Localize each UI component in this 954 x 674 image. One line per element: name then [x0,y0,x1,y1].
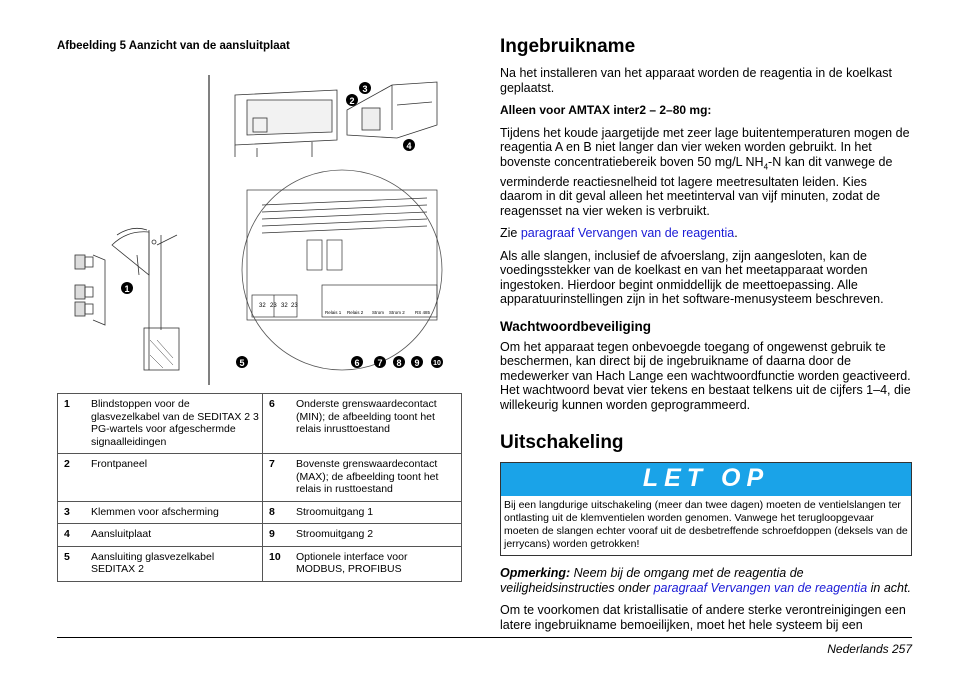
warning-box [500,462,912,556]
legend-number: 9 [263,524,291,547]
svg-text:4: 4 [406,141,412,151]
page-footer: Nederlands 257 [827,642,912,656]
legend-number: 6 [263,394,291,454]
legend-table [57,393,462,582]
terminal-label: 23 [270,303,277,309]
svg-text:9: 9 [414,358,420,368]
callout-2 [346,94,358,106]
heading-wachtwoord: Wachtwoordbeveiliging [500,318,652,334]
note-paragraph: Opmerking: Neem bij de omgang met de reagentia de veiligheidsinstructies onder paragraaf Vervangen van de reagentia in acht. [500,566,911,595]
terminal-label: 23 [291,303,298,309]
relay-label: Strom [372,310,385,315]
relay-label: Relais 1 [325,310,342,315]
paragraph-bold: Alleen voor AMTAX inter2 – 2–80 mg: [500,103,712,117]
legend-description: Bovenste grenswaardecontact (MAX); de afbeelding toont het relais in rusttoestand [290,454,462,502]
callout-4 [403,139,415,151]
connection-plate-figure [57,60,462,390]
svg-text:7: 7 [377,358,383,368]
legend-number: 2 [58,454,86,502]
legend-description: Onderste grenswaardecontact (MIN); de afbeelding toont het relais inrusttoestand [290,394,462,454]
relay-label: Relais 2 [347,310,364,315]
footer-divider [57,637,912,638]
paragraph: Om te voorkomen dat kristallisatie of andere sterke verontreinigingen een latere ingebruikname bemoeilijken, moet het hele systeem bij een [500,603,906,632]
reagentia-link[interactable]: paragraaf Vervangen van de reagentia [520,226,735,240]
heading-ingebruikname: Ingebruikname [500,36,636,57]
callout-7 [374,356,386,368]
warning-title: LET OP [501,463,911,496]
legend-description: Frontpaneel [85,454,263,502]
legend-description: Stroomuitgang 1 [290,501,462,524]
paragraph: Na het installeren van het apparaat worden de reagentia in de koelkast geplaatst. [500,66,892,95]
callout-10 [431,356,443,368]
legend-description: Aansluitplaat [85,524,263,547]
svg-text:1: 1 [124,284,130,294]
legend-description: Stroomuitgang 2 [290,524,462,547]
paragraph: Zie paragraaf Vervangen van de reagentia. [500,226,738,240]
right-column [500,36,912,640]
paragraph: Als alle slangen, inclusief de afvoerslang, zijn aangesloten, kan de voedingsstekker van de koelkast en van het meetapparaat worden ingestoken. Hierdoor begint onmiddellijk de meettoepassing. Alle apparatuurinstellingen zijn in het software-menusysteem beschreven. [500,248,884,306]
svg-text:2: 2 [349,96,355,106]
housing-drawing [235,90,337,157]
legend-number: 7 [263,454,291,502]
relay-label: Strom 2 [389,310,405,315]
table-row [58,394,462,454]
svg-text:3: 3 [362,84,368,94]
heading-uitschakeling: Uitschakeling [500,432,624,453]
legend-number: 1 [58,394,86,454]
table-row [58,501,462,524]
legend-number: 8 [263,501,291,524]
callout-6 [351,356,363,368]
legend-description: Blindstoppen voor de glasvezelkabel van de SEDITAX 2 3 PG-wartels voor afgeschermde signaalleidingen [85,394,263,454]
side-view-drawing [75,228,179,370]
legend-description: Optionele interface voor MODBUS, PROFIBUS [290,546,462,581]
svg-text:6: 6 [354,358,360,368]
svg-text:10: 10 [433,360,441,367]
terminal-label: 32 [281,303,288,309]
legend-description: Aansluiting glasvezelkabel SEDITAX 2 [85,546,263,581]
warning-text: Bij een langdurige uitschakeling (meer dan twee dagen) moeten de ventielslangen ter ontlasting uit de klemventielen worden genomen. Vanwege het terugloopgevaar moeten de slangen echter vooraf uit de desbetreffende schroefdoppen (deksels van de jerrycans) worden getrokken! [504,499,908,550]
paragraph: Tijdens het koude jaargetijde met zeer lage buitentemperaturen mogen de reagentia A en B niet langer dan vier weken worden gebruikt. In het bovenste concentratiebereik boven 50 mg/L $NH_4-N$ kan dit vanwege de verminderde reactiesnelheid tot lagere meetresultaten leiden. Kies daarom in dit geval alleen het meetinterval van vijf minuten, zodat de reagensset na vier weken is verbruikt. [500,125,910,218]
paragraph: Om het apparaat tegen onbevoegde toegang of ongewenst gebruik te beschermen, kan direct bij de ingebruikname of daarna door de medewerker van Hach Lange een wachtwoordfunctie worden geactiveerd. Het wachtwoord bevat vier tekens en bestaat telkens uit de cijfers 1–4, die willekeurig kunnen worden geprogrammeerd. [500,339,911,412]
callout-1 [121,282,133,294]
svg-text:8: 8 [396,358,402,368]
relay-label: RS 485 [415,310,431,315]
callout-9 [411,356,423,368]
callout-5 [236,356,248,368]
svg-text:5: 5 [239,358,245,368]
legend-description: Klemmen voor afscherming [85,501,263,524]
legend-number: 3 [58,501,86,524]
reagentia-note-link[interactable]: paragraaf Vervangen van de reagentia [653,580,868,595]
table-row [58,524,462,547]
connection-board-drawing [247,190,437,320]
legend-number: 4 [58,524,86,547]
table-row [58,546,462,581]
legend-number: 5 [58,546,86,581]
terminal-label: 32 [259,303,266,309]
callout-3 [359,82,371,94]
figure-caption: Afbeelding 5 Aanzicht van de aansluitplaat [57,40,290,52]
table-row [58,454,462,502]
callout-8 [393,356,405,368]
legend-number: 10 [263,546,291,581]
